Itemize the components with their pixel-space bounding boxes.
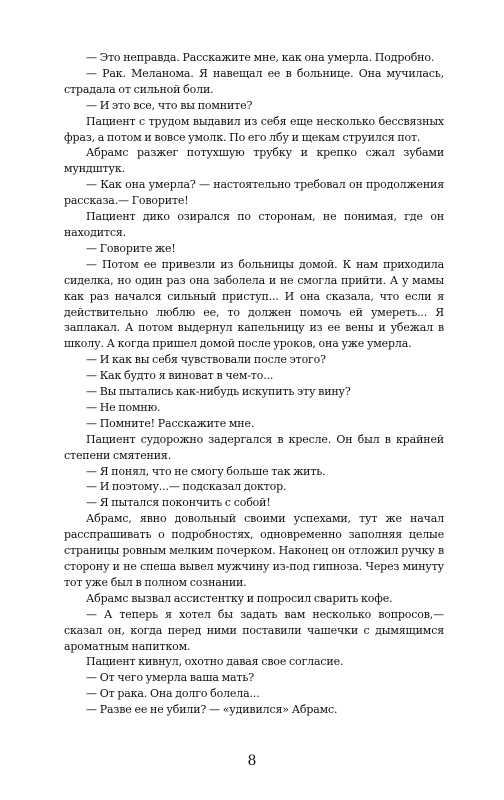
paragraph: — Я понял, что не смогу больше так жить. [86,464,326,478]
paragraph: — Вы пытались как-нибудь искупить эту вину? [86,385,351,399]
paragraph: — Это неправда. Расскажите мне, как она умерла. Подробно. [86,51,435,64]
paragraph: — Говорите же! [86,241,176,255]
paragraph: Пациент судорожно задергался в кресле. Он был в крайней степени смятения. [64,432,444,462]
paragraph: — А теперь я хотел бы задать вам несколько вопросов,— сказал он, когда перед ними поставили чашечки с дымящимся ароматным напитком. [64,607,444,653]
paragraph: Пациент дико озирался по сторонам, не понимая, где он находится. [64,210,444,239]
paragraph: — Как она умерла? — настоятельно требовал он продолжения рассказа.— Говорите! [64,178,444,208]
paragraph: — И как вы себя чувствовали после этого? [86,353,326,367]
paragraph: Абрамс, явно довольный своими успехами, тут же начал расспрашивать о подробностях, одновременно заполняя целые страницы ровным мелким почерком. Наконец он отложил ручку в сторону и не спеша вывел мужчину из-под гипноза. Через минуту тот уже был в полном сознании. [64,512,444,589]
paragraph: — От рака. Она долго болела... [86,687,260,701]
paragraph: — Помните! Расскажите мне. [86,416,255,430]
paragraph: — Потом ее привезли из больницы домой. К нам приходила сиделка, но один раз она заболела и не смогла прийти. А у мамы как раз начался сильный приступ... И она сказала, что если я действительно люблю ее, то должен помочь ей умереть... Я заплакал. А потом выдернул капельницу из ее вены и убежал в школу. А когда пришел домой после уроков, она уже умерла. [64,257,444,351]
paragraph: Пациент с трудом выдавил из себя еще несколько бессвязных фраз, а потом и вовсе умолк. По его лбу и щекам струился пот. [64,114,444,144]
paragraph: — От чего умерла ваша мать? [86,671,254,685]
paragraph: — Не помню. [86,400,161,414]
body-text [64,50,444,718]
paragraph: Абрамс разжег потухшую трубку и крепко сжал зубами мундштук. [64,146,444,176]
paragraph: — Как будто я виноват в чем-то... [86,369,274,383]
paragraph: Пациент кивнул, охотно давая свое согласие. [86,655,344,669]
paragraph: — И это все, что вы помните? [86,98,253,112]
page-number: 8 [247,753,257,769]
paragraph: — И поэтому...— подсказал доктор. [86,480,287,494]
paragraph: — Я пытался покончить с собой! [86,496,271,510]
paragraph: — Рак. Меланома. Я навещал ее в больнице. Она мучилась, страдала от сильной боли. [64,66,444,96]
paragraph: — Разве ее не убили? — «удивился» Абрамс. [86,703,338,717]
paragraph: Абрамс вызвал ассистентку и попросил сварить кофе. [86,591,393,605]
